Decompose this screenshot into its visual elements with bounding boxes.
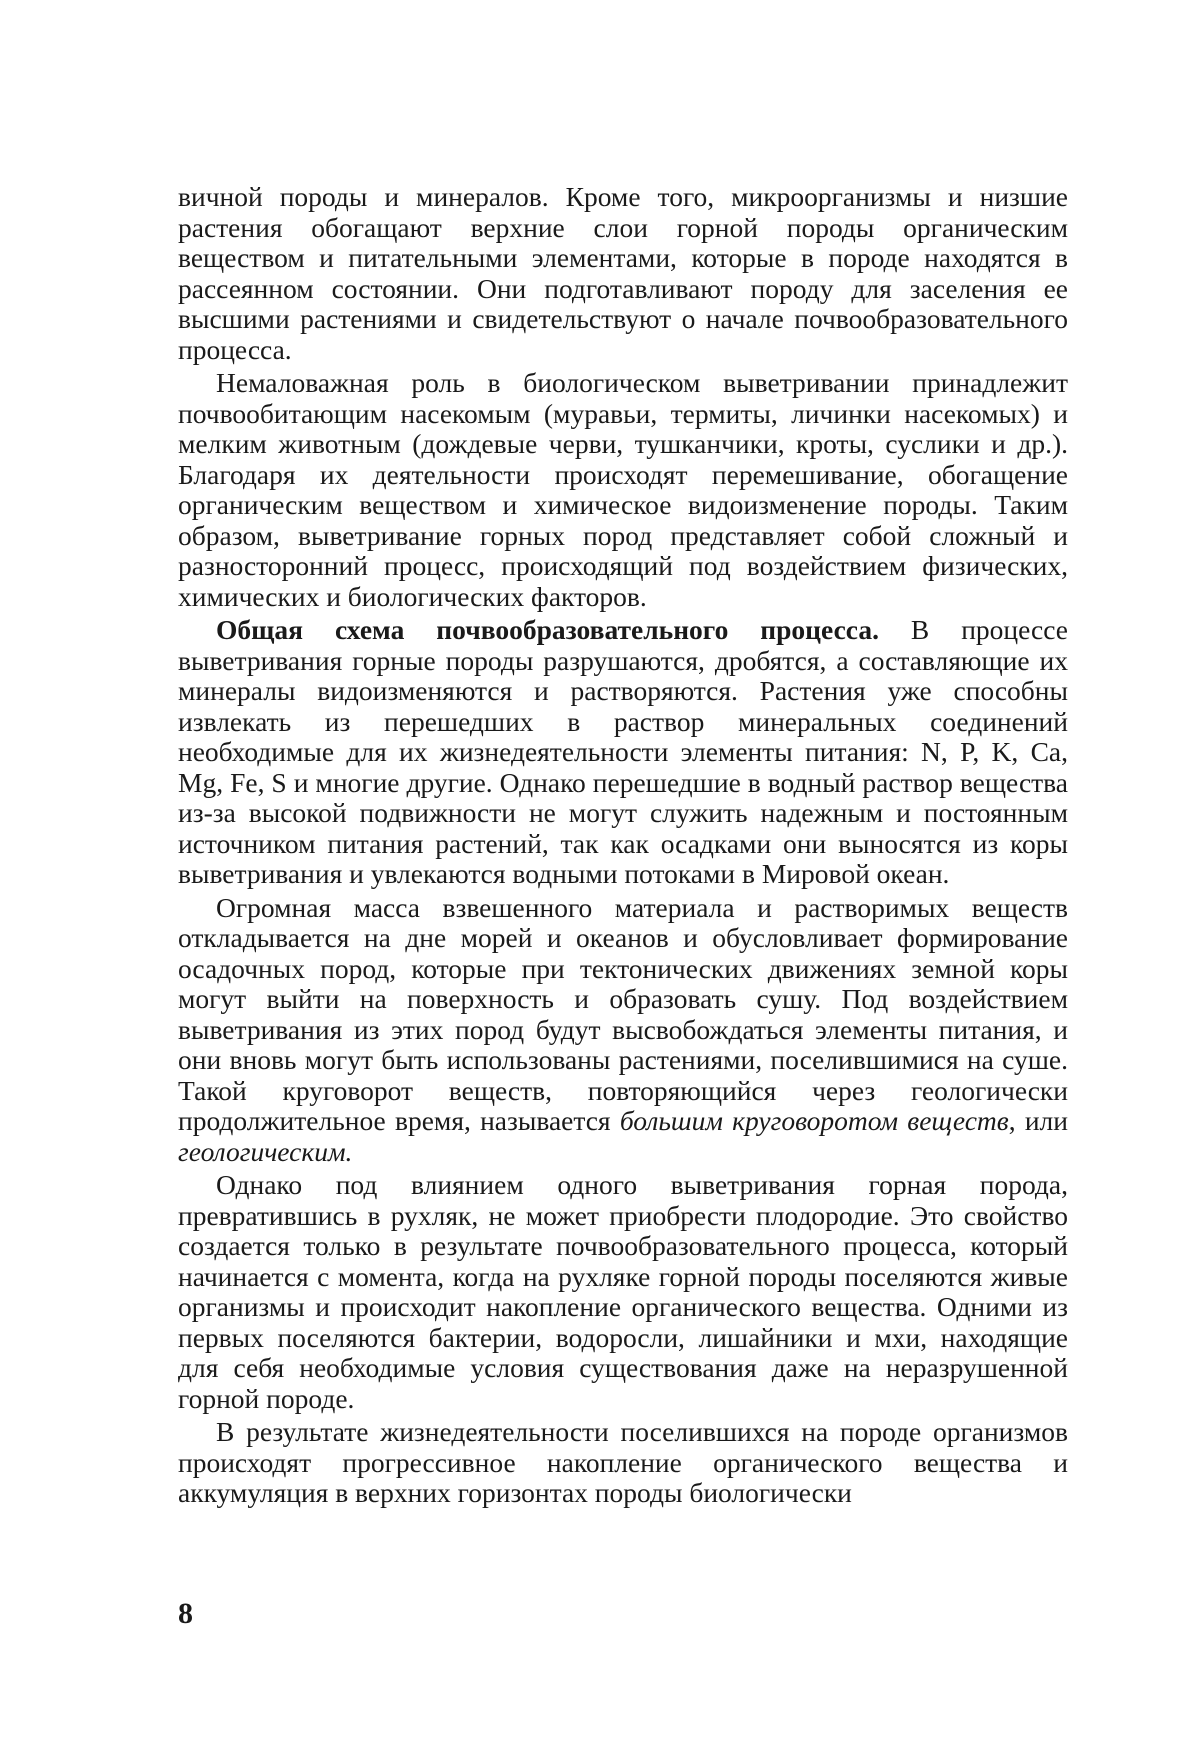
paragraph-4-text: Огромная масса взвешенного материала и растворимых веществ откладывается на дне морей и океанов и обусловливает формирование осадочных пород, которые при тектонических движениях земной коры могут выйти на поверхность и образовать сушу. Под воздействием выветривания из этих пород будут высвобождаться элементы питания, и они вновь могут быть использованы растениями, поселившимися на суше. Такой круговорот веществ, повторяющийся через геологически продолжительное время, называется — [178, 891, 1068, 1136]
term-big-cycle: большим круговоротом веществ — [619, 1105, 1009, 1136]
term-geological: геологическим. — [178, 1135, 353, 1167]
paragraph-5: Однако под влиянием одного выветривания горная порода, превратившись в рухляк, не может приобрести плодородие. Это свойство создается только в результате почвообразовательного процесса, который начинается с момента, когда на рухляке горной породы поселяются живые организмы и происходит накопление органического вещества. Одними из первых поселяются бактерии, водоросли, лишайники и мхи, находящие для себя необходимые условия существования даже на неразрушенной горной породе. — [178, 1169, 1068, 1414]
paragraph-3 — [178, 615, 1068, 890]
paragraph-4-mid: , или — [1008, 1105, 1068, 1136]
page-number: 8 — [178, 1597, 193, 1630]
section-heading: Общая схема почвообразовательного процесса. — [216, 614, 879, 645]
paragraph-1: вичной породы и минералов. Кроме того, микроорганизмы и низшие растения обогащают верхние слои горной породы органическим веществом и питательными элементами, которые в породе находятся в рассеянном состоянии. Они подготавливают породу для заселения ее высшими растениями и свидетельствуют о начале почвообразовательного процесса. — [178, 181, 1068, 365]
body-text — [178, 182, 1068, 1512]
paragraph-2: Немаловажная роль в биологическом выветривании принадлежит почвообитающим насекомым (муравьи, термиты, личинки насекомых) и мелким животным (дождевые черви, тушканчики, кроты, суслики и др.). Благодаря их деятельности происходят перемешивание, обогащение органическим веществом и химическое видоизменение породы. Таким образом, выветривание горных пород представляет собой сложный и разносторонний процесс, происходящий под воздействием физических, химических и биологических факторов. — [178, 367, 1068, 612]
paragraph-3-text: В процессе выветривания горные породы разрушаются, дробятся, а составляющие их минералы видоизменяются и растворяются. Растения уже способны извлекать из перешедших в раствор минеральных соединений необходимые для их жизнедеятельности элементы питания: N, P, K, Ca, Mg, Fe, S и многие другие. Однако перешедшие в водный раствор вещества из-за высокой подвижности не могут служить надежным и постоянным источником питания растений, так как осадками они выносятся из коры выветривания и увлекаются водными потоками в Мировой океан. — [178, 614, 1068, 889]
paragraph-6: В результате жизнедеятельности поселившихся на породе организмов происходят прогрессивное накопление органического вещества и аккумуляция в верхних горизонтах породы биологически — [178, 1416, 1068, 1508]
paragraph-4 — [178, 893, 1068, 1168]
